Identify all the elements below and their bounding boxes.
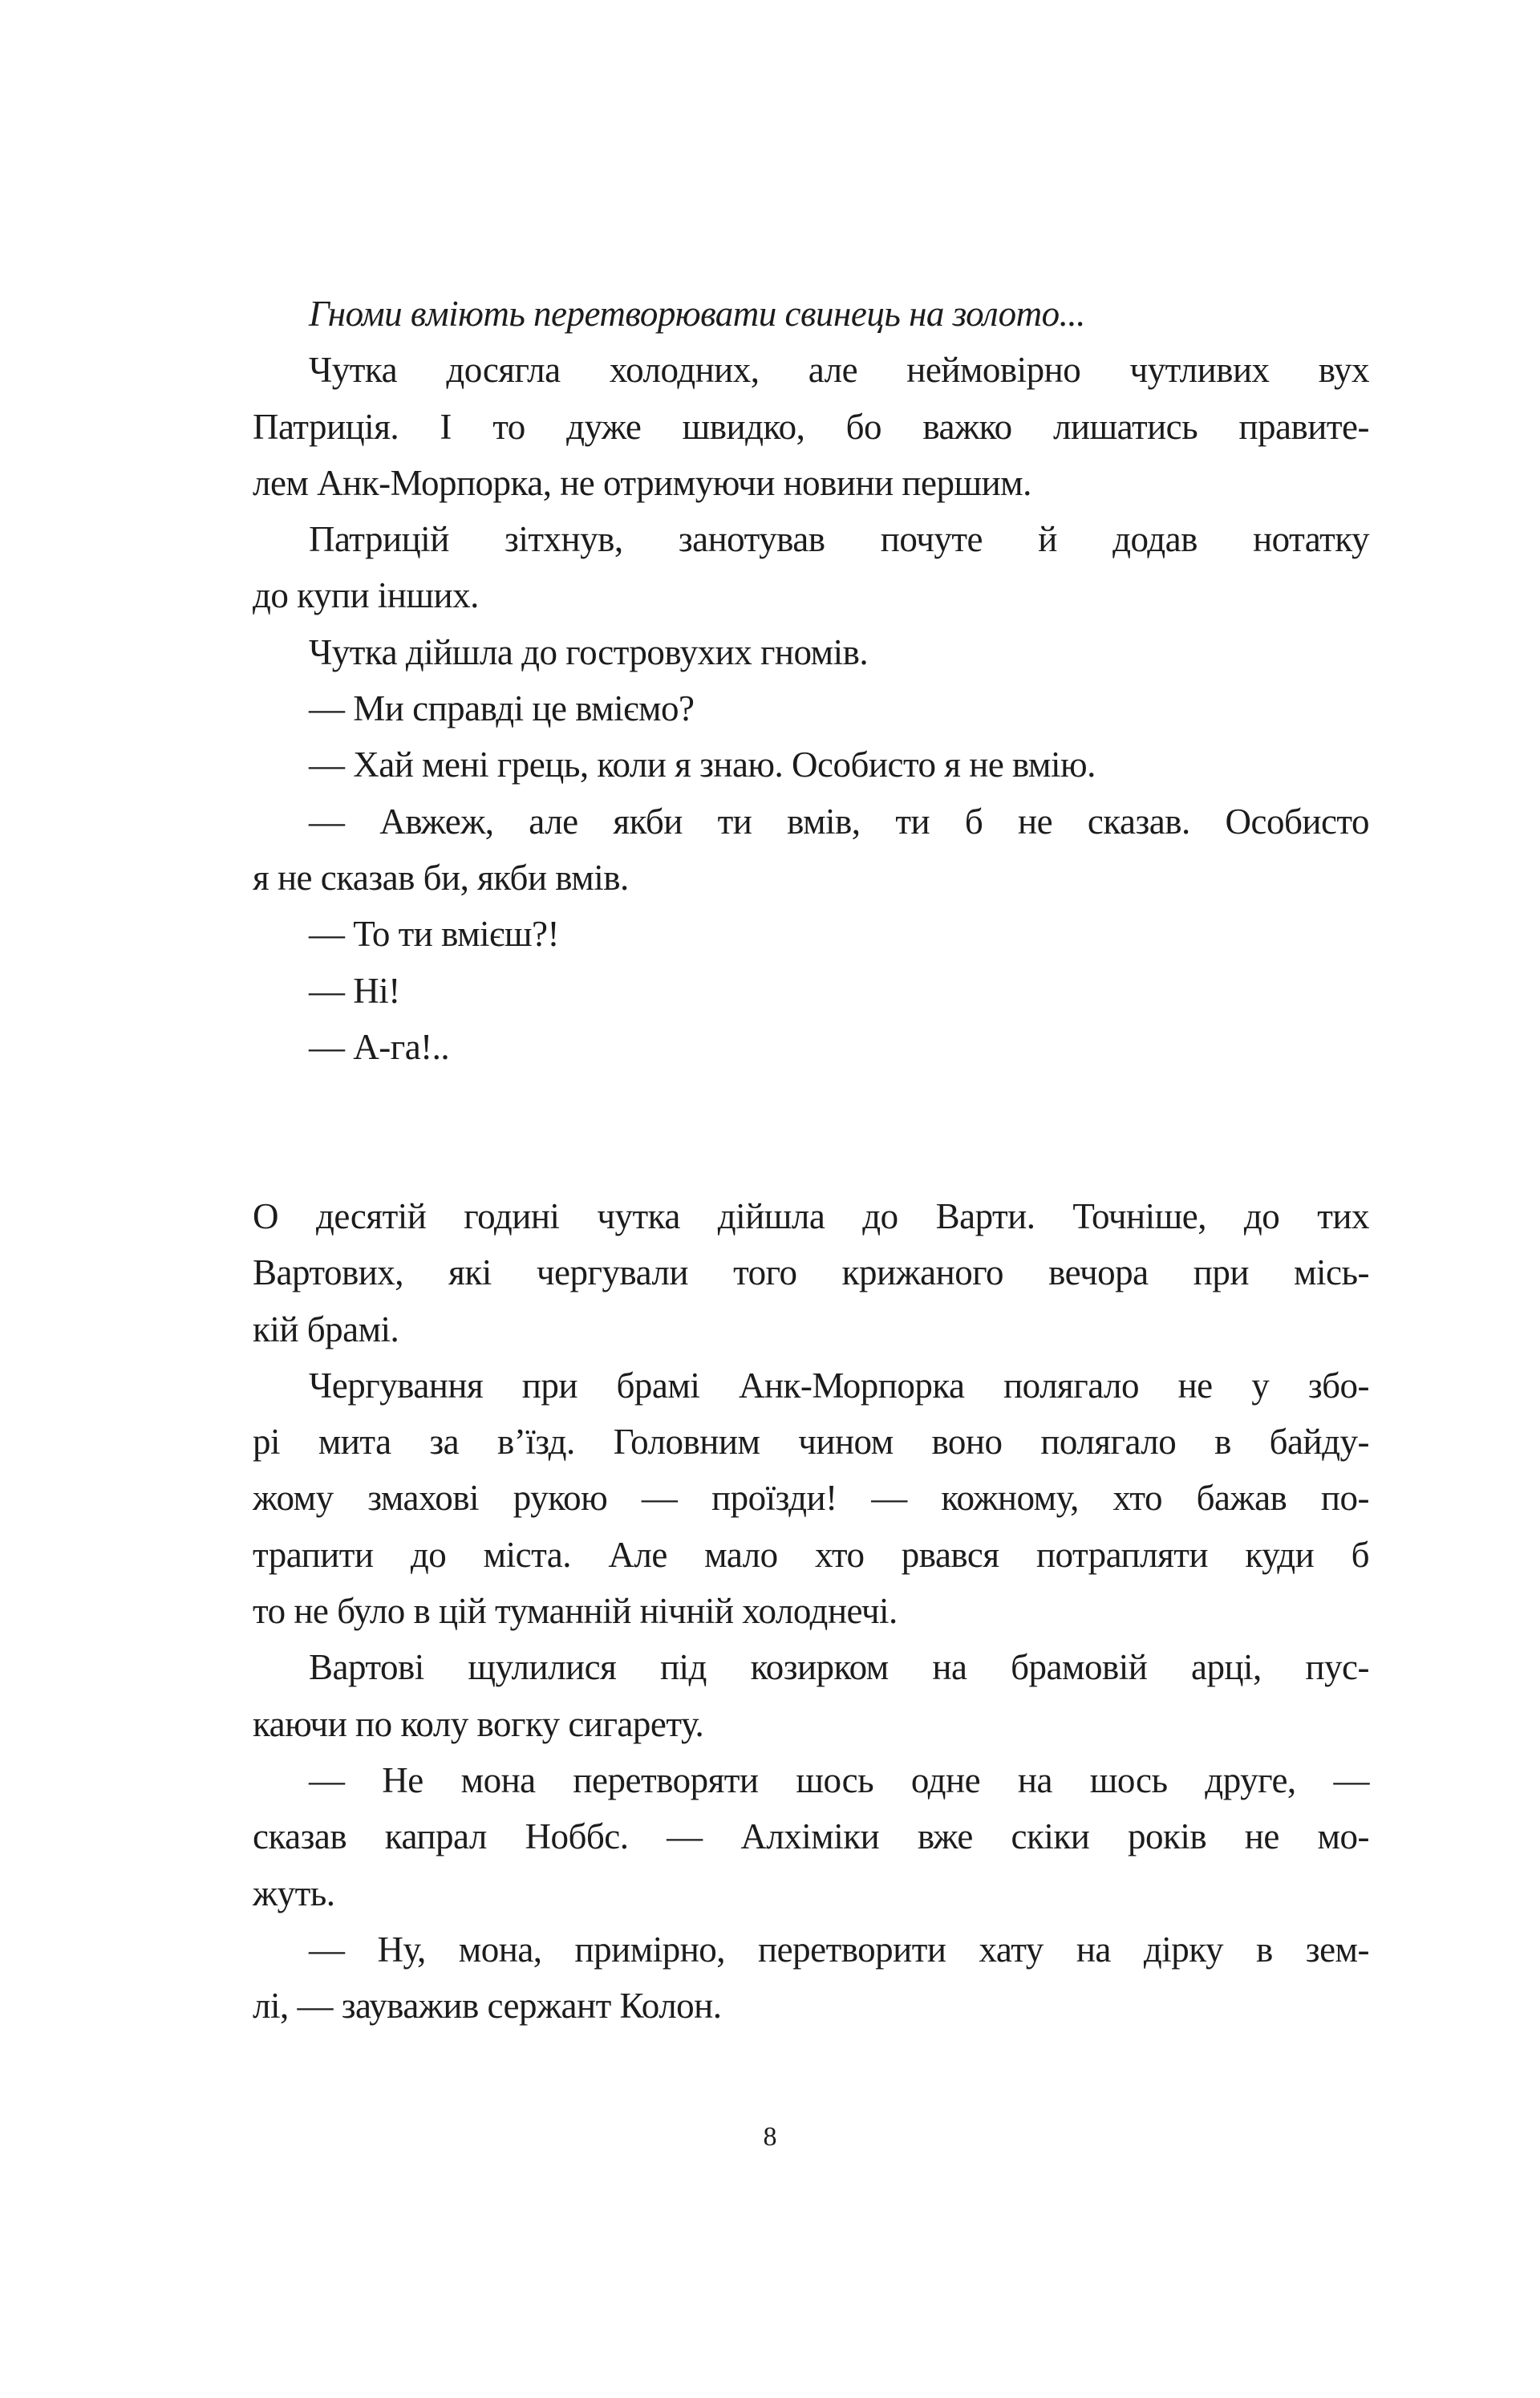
- text-line: Чутка дійшла до гостровухих гномів.: [309, 631, 869, 672]
- text-line: Патриція. І то дуже швидко, бо важко лишатись правите-: [253, 406, 1369, 447]
- page-number: 8: [763, 2122, 777, 2152]
- dialogue-line: — Ну, мона, примірно, перетворити хату на дірку в зем-: [309, 1929, 1369, 1970]
- text-section-2: [253, 1188, 1369, 2034]
- dialogue-line: я не сказав би, якби вмів.: [253, 857, 629, 898]
- dialogue-line: — Авжеж, але якби ти вмів, ти б не сказав. Особисто: [309, 801, 1369, 842]
- dialogue-line: лі, — зауважив сержант Колон.: [253, 1986, 722, 2027]
- text-line: лем Анк-Морпорка, не отримуючи новини першим.: [253, 462, 1031, 503]
- text-line: трапити до міста. Але мало хто рвався потрапляти куди б: [253, 1534, 1369, 1575]
- text-line: до купи інших.: [253, 575, 479, 616]
- text-line: Вартових, які чергували того крижаного вечора при місь-: [253, 1252, 1369, 1293]
- text-line: то не було в цій туманній нічній холоднечі.: [253, 1591, 898, 1632]
- text-line: каючи по колу вогку сигарету.: [253, 1703, 704, 1744]
- dialogue-line: жуть.: [253, 1873, 335, 1913]
- text-line: жому змахові рукою — проїзди! — кожному, хто бажав по-: [253, 1478, 1369, 1519]
- text-line: Чергування при брамі Анк-Морпорка полягало не у збо-: [309, 1365, 1369, 1406]
- text-line: Патрицій зітхнув, занотував почуте й додав нотатку: [309, 519, 1369, 560]
- text-section-1: [253, 286, 1369, 1075]
- dialogue-line: — Ми справді це вміємо?: [309, 688, 695, 729]
- text-line: рі мита за в’їзд. Головним чином воно полягало в байду-: [253, 1422, 1369, 1463]
- dialogue-line: — А-га!..: [309, 1026, 450, 1067]
- text-line: Вартові щулилися під козирком на брамовій арці, пус-: [309, 1647, 1369, 1688]
- dialogue-line: — Ні!: [309, 970, 400, 1011]
- dialogue-line: — Не мона перетворяти шось одне на шось друге, —: [309, 1759, 1369, 1800]
- dialogue-line: — Хай мені грець, коли я знаю. Особисто я не вмію.: [309, 745, 1096, 785]
- text-line: кій брамі.: [253, 1309, 399, 1349]
- text-line: О десятій годині чутка дійшла до Варти. Точніше, до тих: [253, 1196, 1369, 1236]
- dialogue-line: сказав капрал Ноббс. — Алхіміки вже скіки років не мо-: [253, 1816, 1369, 1857]
- text-line: Чутка досягла холодних, але неймовірно чутливих вух: [309, 350, 1369, 391]
- dialogue-line: — То ти вмієш?!: [309, 914, 559, 955]
- italic-rumor-line: Гноми вміють перетворювати свинець на золото...: [309, 294, 1085, 334]
